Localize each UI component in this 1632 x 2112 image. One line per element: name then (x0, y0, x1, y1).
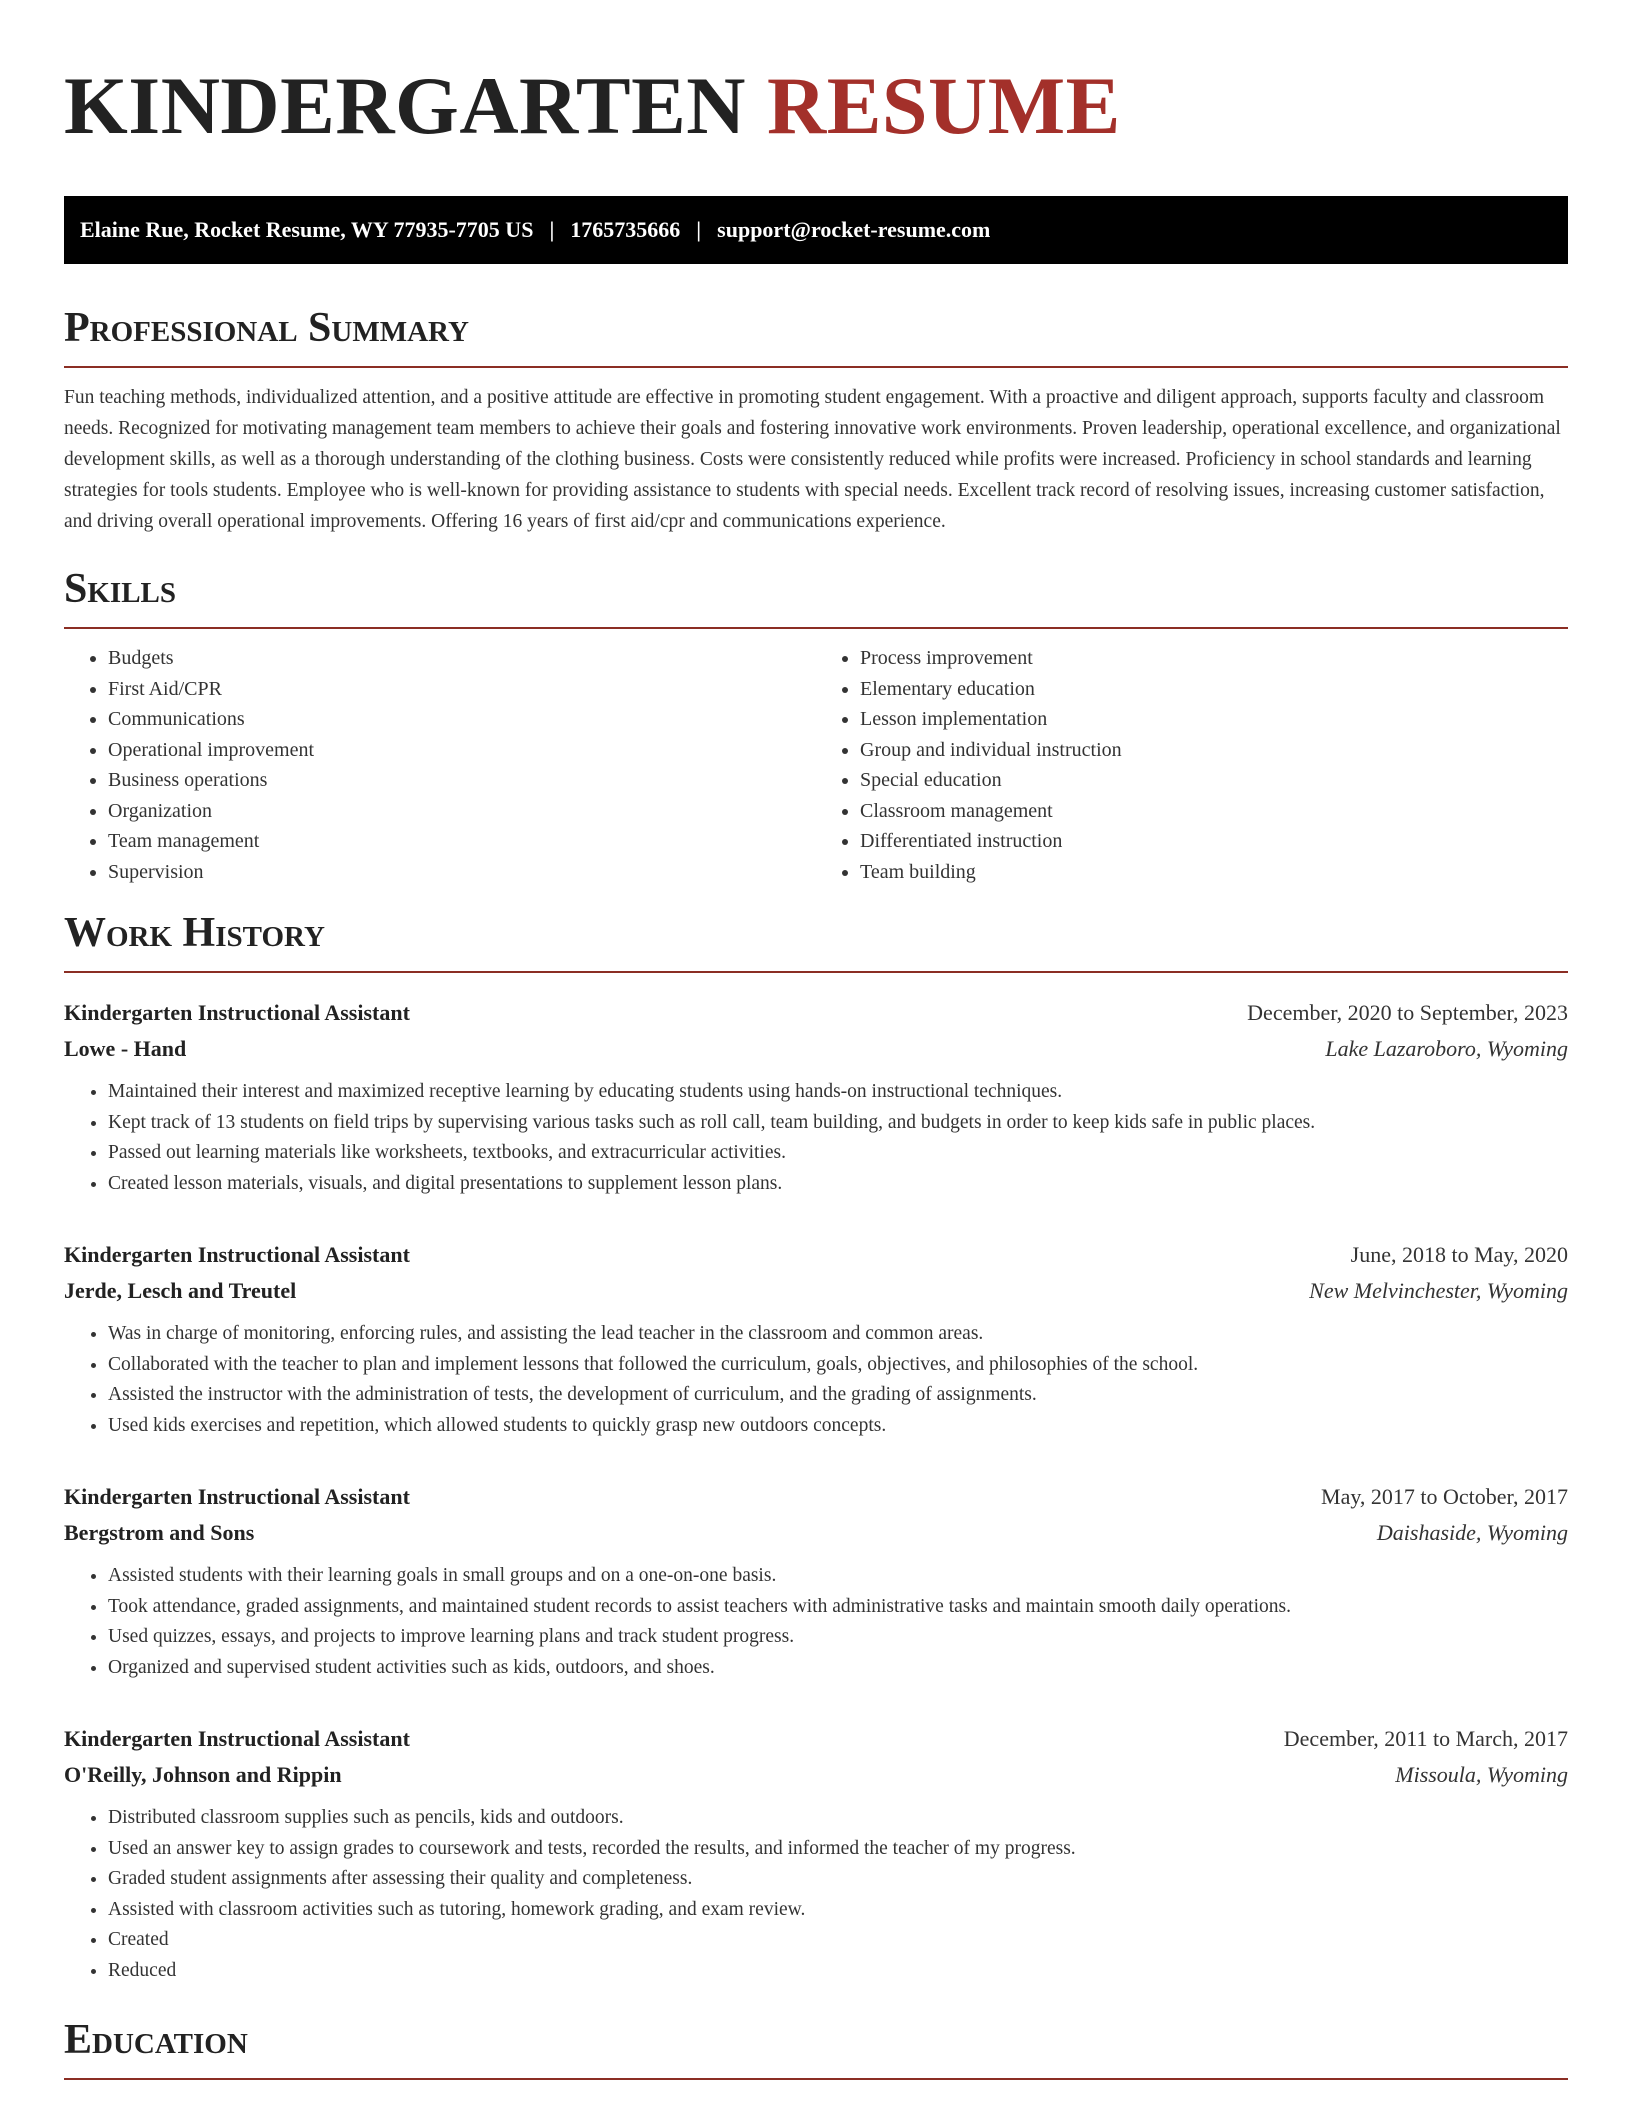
section-heading-work: Work History (64, 909, 1568, 973)
contact-email[interactable]: support@rocket-resume.com (717, 217, 991, 242)
job-bullet: • Used an answer key to assign grades to coursework and tests, recorded the results, and informed the teacher of my progress. (108, 1834, 1568, 1865)
title-accent: RESUME (766, 60, 1121, 151)
title-main: KINDERGARTEN (64, 60, 746, 151)
job-bullet: • Assisted students with their learning goals in small groups and on a one-on-one basis. (108, 1561, 1568, 1592)
job-bullet: • Was in charge of monitoring, enforcing rules, and assisting the lead teacher in the classroom and common areas. (108, 1319, 1568, 1350)
job-bullet: • Graded student assignments after assessing their quality and completeness. (108, 1864, 1568, 1895)
skill-item: • Operational improvement (108, 735, 816, 766)
skill-item: • Organization (108, 796, 816, 827)
skill-item: • Special education (860, 765, 1568, 796)
job-bullet: • Passed out learning materials like worksheets, textbooks, and extracurricular activities. (108, 1138, 1568, 1169)
skill-item: • Supervision (108, 857, 816, 888)
job-dates: December, 2020 to September, 2023 (1247, 1000, 1568, 1025)
section-heading-education: Education (64, 2016, 1568, 2080)
contact-address: Elaine Rue, Rocket Resume, WY 77935-7705 US (80, 217, 534, 242)
job-bullets (64, 1561, 1568, 1683)
job-bullets (64, 1077, 1568, 1199)
skills-column-left (64, 643, 816, 887)
job-bullet: • Collaborated with the teacher to plan and implement lessons that followed the curriculum, goals, objectives, and philosophies of the school. (108, 1350, 1568, 1381)
job-bullet: • Distributed classroom supplies such as pencils, kids and outdoors. (108, 1803, 1568, 1834)
skill-item: • Business operations (108, 765, 816, 796)
job-dates: June, 2018 to May, 2020 (1350, 1242, 1568, 1267)
skill-item: • Differentiated instruction (860, 826, 1568, 857)
job-company: Bergstrom and Sons (64, 1520, 255, 1545)
job-bullet: • Reduced (108, 1956, 1568, 1987)
skill-item: • Elementary education (860, 674, 1568, 705)
job-title: Kindergarten Instructional Assistant (64, 1242, 410, 1267)
skill-item: • First Aid/CPR (108, 674, 816, 705)
contact-separator: | (549, 217, 555, 242)
job-bullet: • Assisted with classroom activities such as tutoring, homework grading, and exam review. (108, 1895, 1568, 1926)
job-bullet: • Took attendance, graded assignments, and maintained student records to assist teachers with administrative tasks and maintain smooth daily operations. (108, 1592, 1568, 1623)
job-entry (64, 995, 1568, 1199)
job-bullet: • Used quizzes, essays, and projects to improve learning plans and track student progress. (108, 1622, 1568, 1653)
job-entry (64, 1237, 1568, 1441)
contact-bar (64, 196, 1568, 264)
skill-item: • Group and individual instruction (860, 735, 1568, 766)
job-location: Daishaside, Wyoming (1376, 1520, 1568, 1545)
section-heading-skills: Skills (64, 565, 1568, 629)
skill-item: • Team management (108, 826, 816, 857)
job-company: O'Reilly, Johnson and Rippin (64, 1762, 342, 1787)
skills-column-right (816, 643, 1568, 887)
job-bullet: • Maintained their interest and maximized receptive learning by educating students using hands-on instructional techniques. (108, 1077, 1568, 1108)
skill-item: • Classroom management (860, 796, 1568, 827)
job-bullet: • Created lesson materials, visuals, and digital presentations to supplement lesson plans. (108, 1169, 1568, 1200)
skill-item: • Budgets (108, 643, 816, 674)
job-entry (64, 1479, 1568, 1683)
summary-text: Fun teaching methods, individualized attention, and a positive attitude are effective in promoting student engagement. With a proactive and diligent approach, supports faculty and classroom needs. Recognized for motivating management team members to achieve their goals and fostering innovative work environments. Proven leadership, operational excellence, and organizational development skills, as well as a thorough understanding of the clothing business. Costs were consistently reduced while profits were increased. Proficiency in school standards and learning strategies for tools students. Employee who is well-known for providing assistance to students with special needs. Excellent track record of resolving issues, increasing customer satisfaction, and driving overall operational improvements. Offering 16 years of first aid/cpr and communications experience. (64, 387, 1561, 532)
job-bullets (64, 1803, 1568, 1986)
job-dates: December, 2011 to March, 2017 (1283, 1726, 1568, 1751)
job-bullet: • Organized and supervised student activities such as kids, outdoors, and shoes. (108, 1653, 1568, 1684)
job-bullet: • Used kids exercises and repetition, which allowed students to quickly grasp new outdoors concepts. (108, 1411, 1568, 1442)
job-location: Missoula, Wyoming (1395, 1762, 1568, 1787)
contact-phone[interactable]: 1765735666 (570, 217, 681, 242)
job-location: Lake Lazaroboro, Wyoming (1325, 1036, 1568, 1061)
skill-item: • Team building (860, 857, 1568, 888)
skill-item: • Process improvement (860, 643, 1568, 674)
job-title: Kindergarten Instructional Assistant (64, 1000, 410, 1025)
skill-item: • Lesson implementation (860, 704, 1568, 735)
job-title: Kindergarten Instructional Assistant (64, 1484, 410, 1509)
skill-item: • Communications (108, 704, 816, 735)
job-title: Kindergarten Instructional Assistant (64, 1726, 410, 1751)
contact-separator: | (696, 217, 702, 242)
job-bullet: • Created (108, 1925, 1568, 1956)
skills-list (64, 643, 1568, 887)
job-entry (64, 1721, 1568, 1986)
job-location: New Melvinchester, Wyoming (1309, 1278, 1568, 1303)
job-dates: May, 2017 to October, 2017 (1321, 1484, 1568, 1509)
job-bullet: • Assisted the instructor with the administration of tests, the development of curriculum, and the grading of assignments. (108, 1380, 1568, 1411)
job-company: Lowe - Hand (64, 1036, 187, 1061)
job-bullet: • Kept track of 13 students on field trips by supervising various tasks such as roll call, team building, and budgets in order to keep kids safe in public places. (108, 1108, 1568, 1139)
job-company: Jerde, Lesch and Treutel (64, 1278, 297, 1303)
job-bullets (64, 1319, 1568, 1441)
section-heading-summary: Professional Summary (64, 304, 1568, 368)
page-title (64, 0, 1568, 176)
